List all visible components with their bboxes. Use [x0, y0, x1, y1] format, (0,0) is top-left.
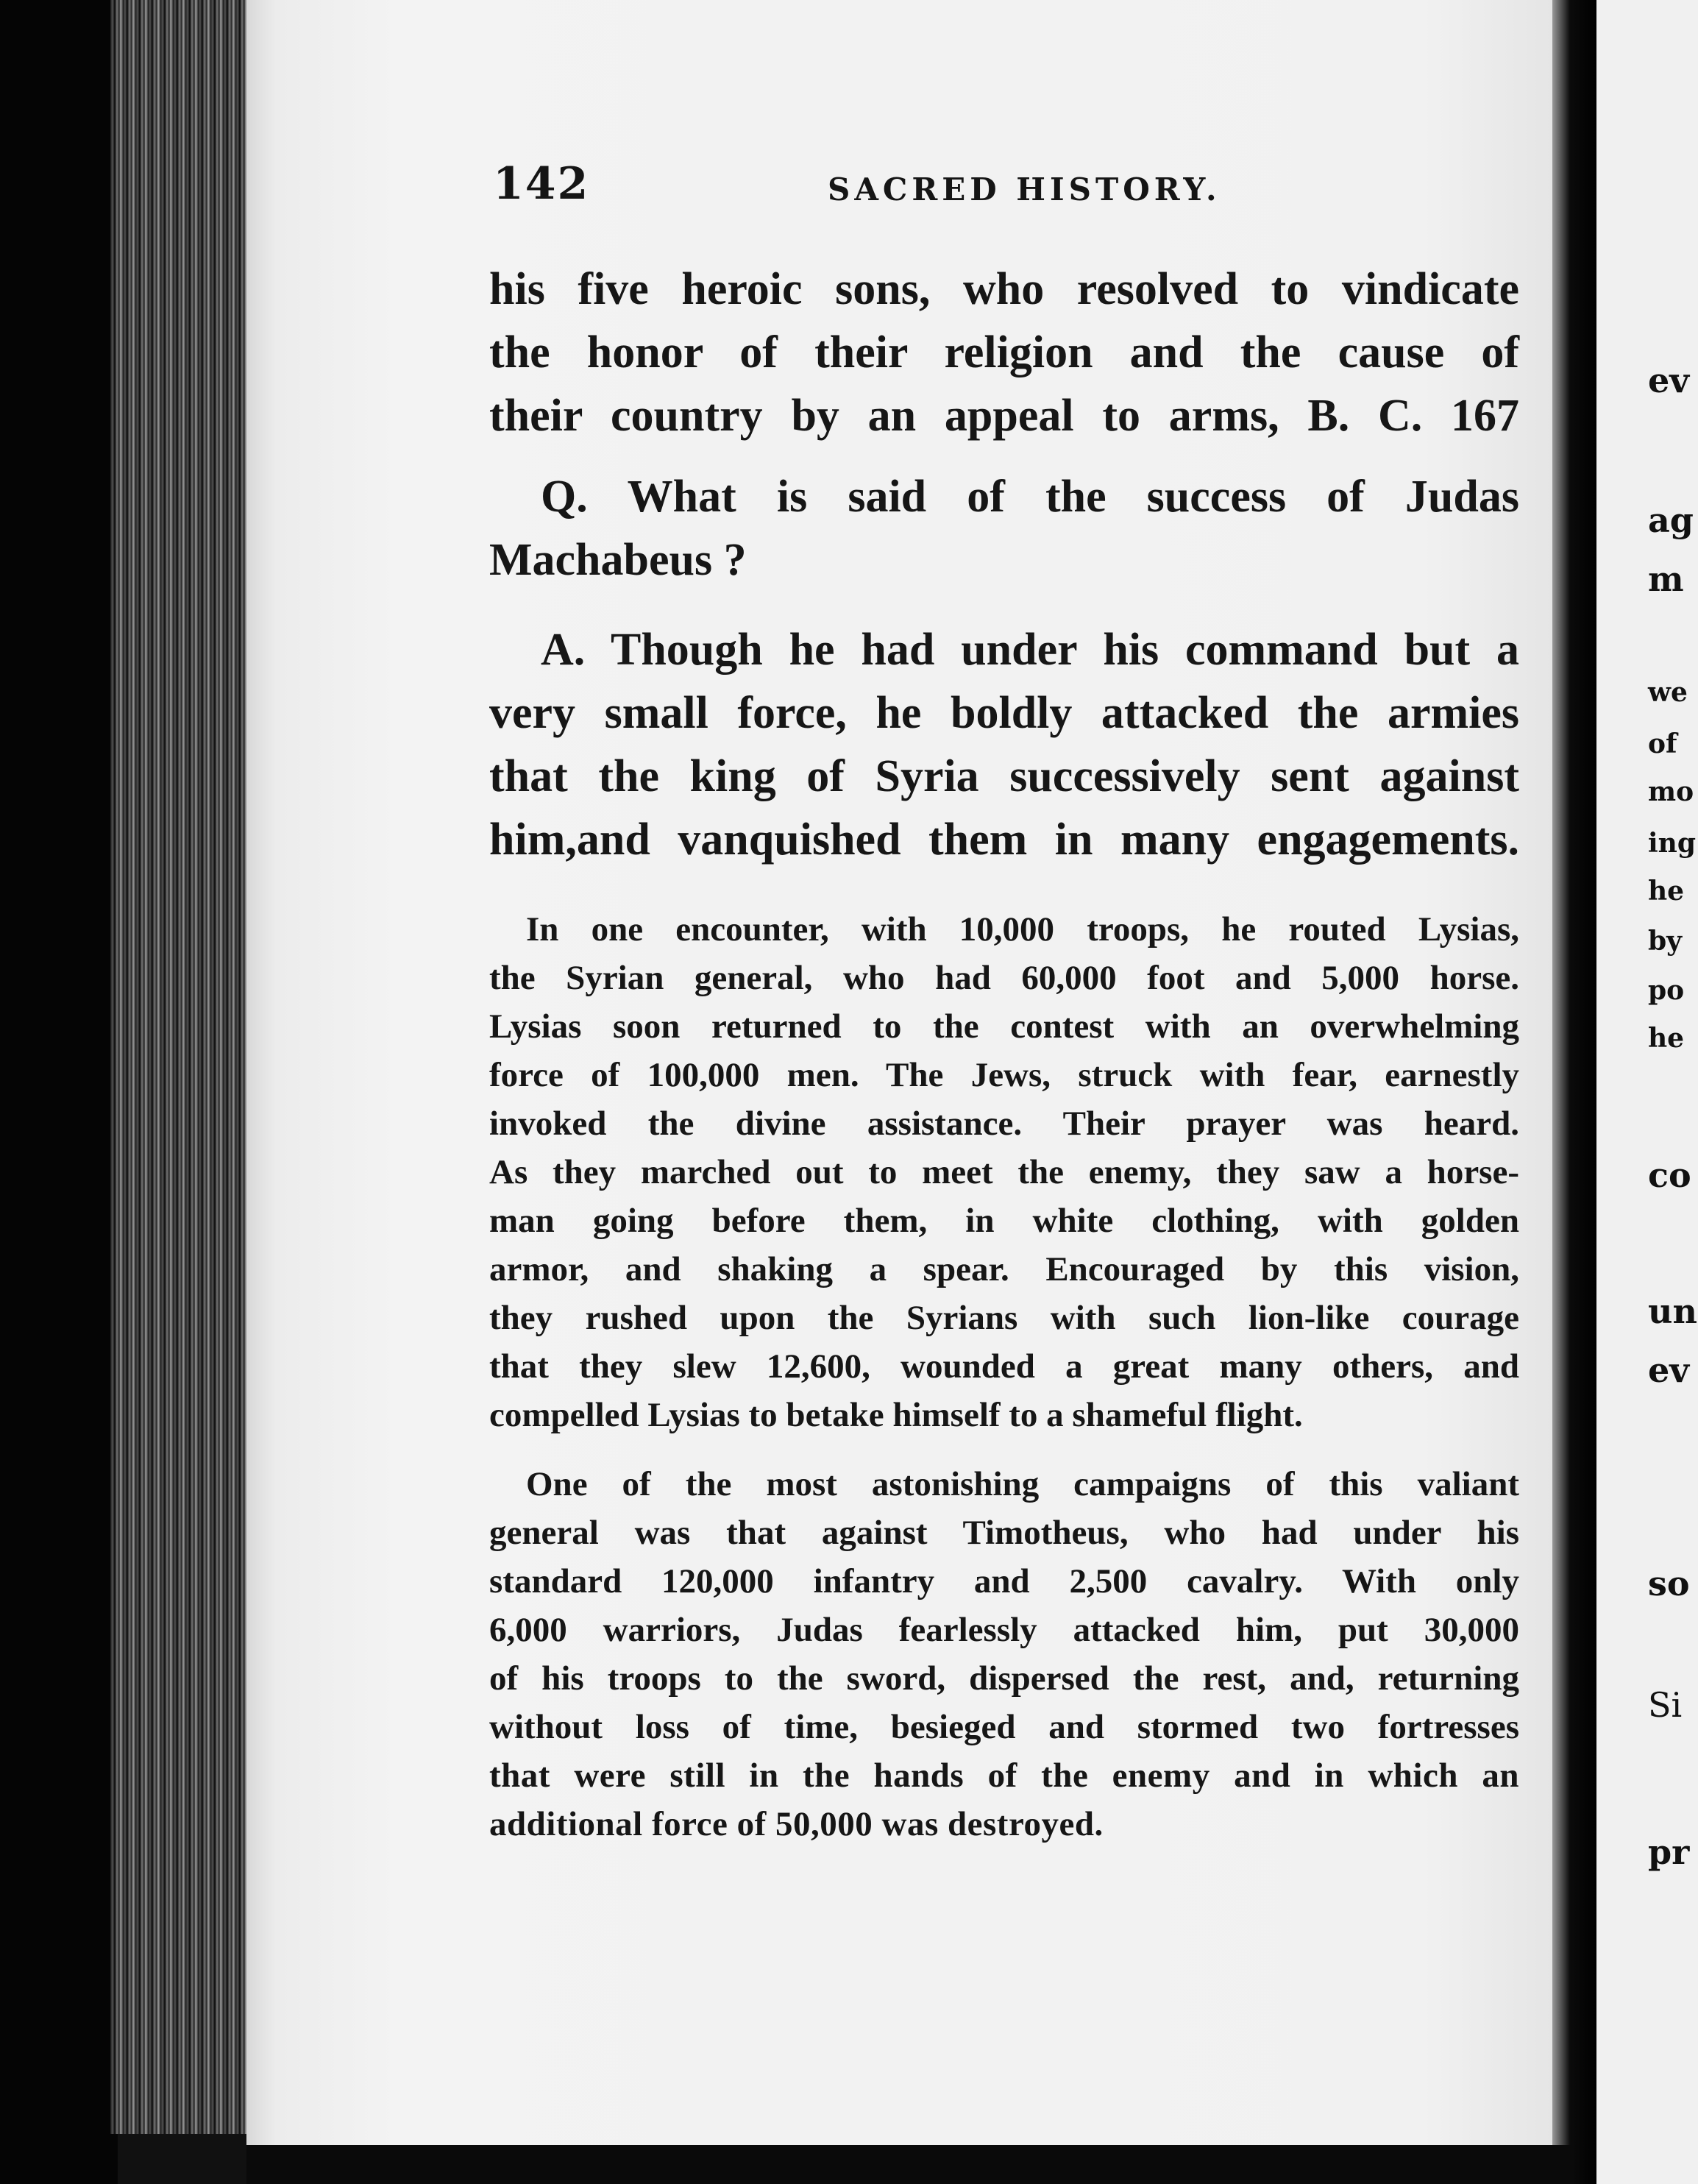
text-line: compelled Lysias to betake himself to a shameful flight. [489, 1396, 1303, 1434]
text-line: that they slew 12,600, wounded a great many others, and [489, 1347, 1519, 1386]
text-line: their country by an appeal to arms, B. C. 167 [489, 391, 1519, 441]
book-gutter [1552, 0, 1596, 2184]
facing-fragment: po [1648, 975, 1685, 1006]
facing-fragment: Si [1648, 1685, 1683, 1725]
text-line: Q. What is said of the success of Judas [541, 472, 1519, 522]
facing-fragment: by [1648, 926, 1683, 957]
facing-fragment: so [1648, 1564, 1690, 1603]
text-line: his five heroic sons, who resolved to vindicate [489, 264, 1519, 314]
text-line: the Syrian general, who had 60,000 foot and 5,000 horse. [489, 959, 1519, 997]
text-line: In one encounter, with 10,000 troops, he routed Lysias, [526, 910, 1519, 949]
narrative-paragraph [489, 1460, 1519, 1848]
text-line: Machabeus ? [489, 535, 747, 585]
text-line: they rushed upon the Syrians with such lion-like courage [489, 1299, 1519, 1337]
text-line: general was that against Timotheus, who had under his [489, 1514, 1519, 1552]
text-line: A. Though he had under his command but a [541, 625, 1519, 675]
text-line: force of 100,000 men. The Jews, struck with fear, earnestly [489, 1056, 1519, 1094]
text-line: 6,000 warriors, Judas fearlessly attacked him, put 30,000 [489, 1611, 1519, 1649]
facing-fragment: ag [1648, 500, 1694, 540]
text-line: that the king of Syria successively sent against [489, 751, 1519, 801]
page-body [489, 258, 1519, 1848]
facing-fragment: he [1648, 1023, 1685, 1054]
text-line: without loss of time, besieged and stormed two fortresses [489, 1708, 1519, 1746]
narrative-paragraph [489, 905, 1519, 1439]
page-edges [110, 0, 257, 2134]
continuation-paragraph [489, 258, 1519, 447]
page-number: 142 [493, 158, 590, 210]
running-head: SACRED HISTORY. [828, 171, 1221, 208]
text-line: the honor of their religion and the cause of [489, 327, 1519, 377]
answer-paragraph [489, 618, 1519, 871]
facing-fragment: of [1648, 728, 1677, 759]
text-line: man going before them, in white clothing, with golden [489, 1202, 1519, 1240]
scan-border [0, 0, 118, 2184]
text-line: armor, and shaking a spear. Encouraged by this vision, [489, 1250, 1519, 1288]
text-line: very small force, he boldly attacked the armies [489, 688, 1519, 738]
facing-fragment: mo [1648, 776, 1694, 807]
facing-fragment: un [1648, 1291, 1697, 1331]
text-line: additional force of 50,000 was destroyed. [489, 1805, 1104, 1843]
text-line: him,and vanquished them in many engagements. [489, 815, 1519, 865]
text-line: of his troops to the sword, dispersed the rest, and, returning [489, 1659, 1519, 1698]
text-line: standard 120,000 infantry and 2,500 cavalry. With only [489, 1562, 1519, 1600]
facing-fragment: m [1648, 559, 1684, 599]
facing-fragment: ev [1648, 1350, 1689, 1390]
text-line: Lysias soon returned to the contest with an overwhelming [489, 1007, 1519, 1046]
facing-fragment: co [1648, 1155, 1691, 1195]
question-paragraph [489, 465, 1519, 592]
page-bottom-shadow [246, 2145, 1571, 2184]
facing-fragment: we [1648, 677, 1688, 708]
text-line: invoked the divine assistance. Their prayer was heard. [489, 1105, 1519, 1143]
facing-fragment: pr [1648, 1832, 1690, 1872]
text-line: One of the most astonishing campaigns of this valiant [526, 1465, 1519, 1503]
page-header [493, 158, 1523, 217]
text-line: As they marched out to meet the enemy, they saw a horse- [489, 1153, 1519, 1191]
facing-fragment: ing [1648, 828, 1697, 859]
text-line: that were still in the hands of the enemy and in which an [489, 1756, 1519, 1795]
facing-fragment: ev [1648, 361, 1689, 400]
facing-fragment: he [1648, 876, 1685, 907]
